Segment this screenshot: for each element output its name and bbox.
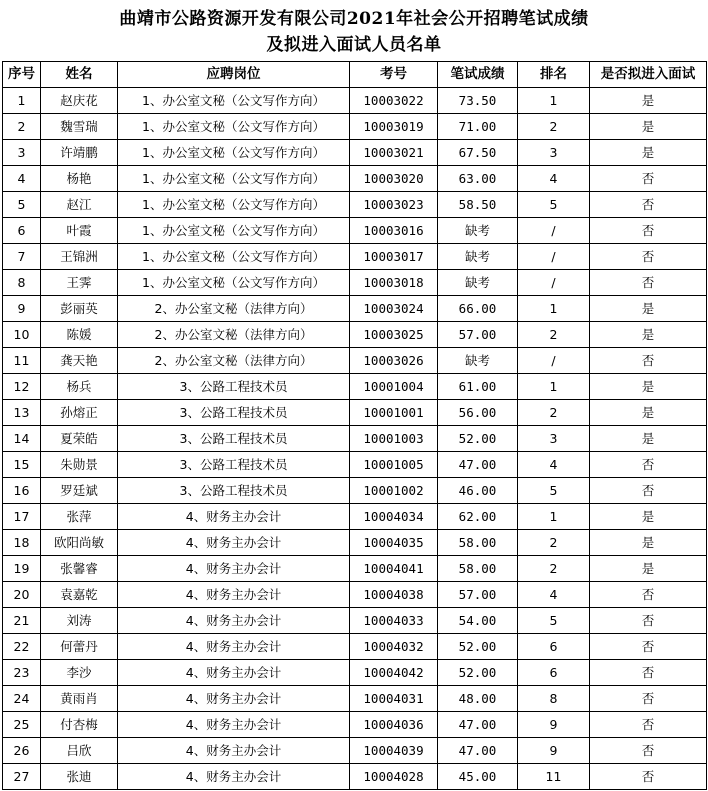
cell-score: 52.00: [438, 634, 518, 660]
cell-index: 26: [3, 738, 41, 764]
cell-rank: 9: [518, 712, 590, 738]
cell-rank: 1: [518, 88, 590, 114]
cell-score: 73.50: [438, 88, 518, 114]
cell-exam-number: 10003019: [350, 114, 438, 140]
cell-index: 23: [3, 660, 41, 686]
cell-index: 13: [3, 400, 41, 426]
cell-score: 47.00: [438, 452, 518, 478]
cell-interview: 是: [590, 88, 707, 114]
cell-score: 48.00: [438, 686, 518, 712]
cell-index: 4: [3, 166, 41, 192]
cell-exam-number: 10004033: [350, 608, 438, 634]
table-row: [3, 114, 707, 140]
cell-exam-number: 10001004: [350, 374, 438, 400]
cell-exam-number: 10001005: [350, 452, 438, 478]
cell-interview: 是: [590, 296, 707, 322]
cell-interview: 否: [590, 608, 707, 634]
cell-name: 吕欣: [41, 738, 118, 764]
cell-name: 张迪: [41, 764, 118, 790]
cell-interview: 是: [590, 556, 707, 582]
table-row: [3, 660, 707, 686]
cell-exam-number: 10001001: [350, 400, 438, 426]
cell-name: 王锦洲: [41, 244, 118, 270]
cell-score: 57.00: [438, 582, 518, 608]
cell-index: 9: [3, 296, 41, 322]
header-index: 序号: [3, 62, 41, 88]
cell-score: 54.00: [438, 608, 518, 634]
cell-interview: 是: [590, 400, 707, 426]
cell-interview: 是: [590, 114, 707, 140]
cell-interview: 否: [590, 270, 707, 296]
cell-exam-number: 10004031: [350, 686, 438, 712]
cell-index: 19: [3, 556, 41, 582]
cell-index: 7: [3, 244, 41, 270]
cell-rank: 2: [518, 114, 590, 140]
cell-index: 25: [3, 712, 41, 738]
cell-exam-number: 10004039: [350, 738, 438, 764]
table-row: [3, 738, 707, 764]
cell-exam-number: 10001002: [350, 478, 438, 504]
cell-index: 15: [3, 452, 41, 478]
table-row: [3, 166, 707, 192]
cell-rank: 1: [518, 296, 590, 322]
page-subtitle: 及拟进入面试人员名单: [266, 35, 442, 55]
cell-interview: 是: [590, 140, 707, 166]
cell-position: 4、财务主办会计: [118, 608, 350, 634]
cell-position: 4、财务主办会计: [118, 738, 350, 764]
cell-exam-number: 10003018: [350, 270, 438, 296]
cell-interview: 否: [590, 582, 707, 608]
cell-interview: 否: [590, 478, 707, 504]
cell-index: 21: [3, 608, 41, 634]
cell-score: 47.00: [438, 738, 518, 764]
cell-rank: 1: [518, 504, 590, 530]
cell-interview: 否: [590, 218, 707, 244]
cell-interview: 否: [590, 244, 707, 270]
cell-score: 46.00: [438, 478, 518, 504]
cell-name: 张萍: [41, 504, 118, 530]
table-row: [3, 478, 707, 504]
cell-score: 缺考: [438, 244, 518, 270]
cell-position: 3、公路工程技术员: [118, 426, 350, 452]
table-row: [3, 374, 707, 400]
cell-index: 12: [3, 374, 41, 400]
cell-name: 张馨睿: [41, 556, 118, 582]
cell-rank: 2: [518, 322, 590, 348]
cell-name: 彭丽英: [41, 296, 118, 322]
cell-position: 1、办公室文秘（公文写作方向）: [118, 140, 350, 166]
cell-position: 4、财务主办会计: [118, 686, 350, 712]
cell-exam-number: 10004036: [350, 712, 438, 738]
cell-interview: 否: [590, 686, 707, 712]
cell-position: 3、公路工程技术员: [118, 478, 350, 504]
cell-name: 何蕾丹: [41, 634, 118, 660]
cell-interview: 是: [590, 530, 707, 556]
cell-index: 22: [3, 634, 41, 660]
cell-interview: 是: [590, 426, 707, 452]
cell-position: 4、财务主办会计: [118, 504, 350, 530]
cell-index: 3: [3, 140, 41, 166]
cell-exam-number: 10004028: [350, 764, 438, 790]
cell-index: 16: [3, 478, 41, 504]
table-row: [3, 348, 707, 374]
table-row: [3, 764, 707, 790]
cell-score: 63.00: [438, 166, 518, 192]
cell-exam-number: 10004032: [350, 634, 438, 660]
page-title: 曲靖市公路资源开发有限公司2021年社会公开招聘笔试成绩: [119, 9, 589, 29]
cell-interview: 是: [590, 322, 707, 348]
cell-position: 1、办公室文秘（公文写作方向）: [118, 270, 350, 296]
cell-interview: 否: [590, 348, 707, 374]
cell-interview: 否: [590, 712, 707, 738]
cell-position: 2、办公室文秘（法律方向）: [118, 348, 350, 374]
header-score: 笔试成绩: [438, 62, 518, 88]
cell-name: 罗廷斌: [41, 478, 118, 504]
cell-score: 57.00: [438, 322, 518, 348]
cell-position: 1、办公室文秘（公文写作方向）: [118, 88, 350, 114]
cell-position: 1、办公室文秘（公文写作方向）: [118, 192, 350, 218]
cell-index: 24: [3, 686, 41, 712]
table-row: [3, 686, 707, 712]
cell-exam-number: 10003020: [350, 166, 438, 192]
cell-interview: 否: [590, 660, 707, 686]
cell-rank: 1: [518, 374, 590, 400]
cell-exam-number: 10004035: [350, 530, 438, 556]
cell-score: 缺考: [438, 218, 518, 244]
cell-interview: 否: [590, 738, 707, 764]
cell-index: 18: [3, 530, 41, 556]
table-row: [3, 556, 707, 582]
cell-position: 1、办公室文秘（公文写作方向）: [118, 218, 350, 244]
cell-index: 10: [3, 322, 41, 348]
cell-exam-number: 10004042: [350, 660, 438, 686]
cell-rank: 6: [518, 634, 590, 660]
cell-position: 4、财务主办会计: [118, 660, 350, 686]
cell-rank: /: [518, 348, 590, 374]
cell-position: 4、财务主办会计: [118, 556, 350, 582]
cell-score: 45.00: [438, 764, 518, 790]
cell-interview: 否: [590, 634, 707, 660]
cell-name: 朱勋景: [41, 452, 118, 478]
cell-name: 李沙: [41, 660, 118, 686]
cell-rank: 9: [518, 738, 590, 764]
cell-interview: 是: [590, 504, 707, 530]
cell-name: 袁嘉乾: [41, 582, 118, 608]
cell-index: 1: [3, 88, 41, 114]
table-row: [3, 634, 707, 660]
header-interview: 是否拟进入面试: [590, 62, 707, 88]
results-table: [2, 61, 707, 790]
cell-score: 缺考: [438, 270, 518, 296]
table-row: [3, 504, 707, 530]
cell-rank: 3: [518, 140, 590, 166]
cell-exam-number: 10003017: [350, 244, 438, 270]
cell-position: 1、办公室文秘（公文写作方向）: [118, 244, 350, 270]
cell-interview: 否: [590, 192, 707, 218]
cell-rank: 3: [518, 426, 590, 452]
cell-name: 赵江: [41, 192, 118, 218]
cell-position: 4、财务主办会计: [118, 764, 350, 790]
cell-name: 刘涛: [41, 608, 118, 634]
cell-score: 52.00: [438, 426, 518, 452]
cell-name: 夏荣皓: [41, 426, 118, 452]
cell-rank: 2: [518, 400, 590, 426]
table-row: [3, 712, 707, 738]
cell-index: 2: [3, 114, 41, 140]
table-row: [3, 270, 707, 296]
cell-interview: 否: [590, 452, 707, 478]
cell-score: 67.50: [438, 140, 518, 166]
cell-name: 陈媛: [41, 322, 118, 348]
cell-rank: 8: [518, 686, 590, 712]
header-position: 应聘岗位: [118, 62, 350, 88]
table-row: [3, 88, 707, 114]
table-row: [3, 426, 707, 452]
cell-score: 52.00: [438, 660, 518, 686]
cell-rank: 5: [518, 192, 590, 218]
cell-exam-number: 10004034: [350, 504, 438, 530]
header-exam-number: 考号: [350, 62, 438, 88]
cell-index: 8: [3, 270, 41, 296]
cell-name: 王霁: [41, 270, 118, 296]
table-header-row: [3, 62, 707, 88]
cell-name: 付杏梅: [41, 712, 118, 738]
table-row: [3, 244, 707, 270]
cell-name: 魏雪瑞: [41, 114, 118, 140]
cell-score: 58.00: [438, 530, 518, 556]
cell-index: 20: [3, 582, 41, 608]
table-row: [3, 140, 707, 166]
cell-position: 1、办公室文秘（公文写作方向）: [118, 114, 350, 140]
cell-exam-number: 10001003: [350, 426, 438, 452]
cell-interview: 否: [590, 764, 707, 790]
cell-exam-number: 10003026: [350, 348, 438, 374]
table-row: [3, 322, 707, 348]
cell-name: 许靖鹏: [41, 140, 118, 166]
cell-score: 47.00: [438, 712, 518, 738]
cell-rank: /: [518, 270, 590, 296]
cell-exam-number: 10003022: [350, 88, 438, 114]
cell-index: 6: [3, 218, 41, 244]
table-row: [3, 400, 707, 426]
header-rank: 排名: [518, 62, 590, 88]
table-row: [3, 192, 707, 218]
cell-exam-number: 10004038: [350, 582, 438, 608]
cell-position: 4、财务主办会计: [118, 530, 350, 556]
table-row: [3, 608, 707, 634]
cell-rank: /: [518, 244, 590, 270]
cell-score: 71.00: [438, 114, 518, 140]
cell-name: 杨艳: [41, 166, 118, 192]
cell-rank: 5: [518, 478, 590, 504]
cell-position: 2、办公室文秘（法律方向）: [118, 322, 350, 348]
cell-index: 11: [3, 348, 41, 374]
cell-exam-number: 10003025: [350, 322, 438, 348]
cell-position: 3、公路工程技术员: [118, 374, 350, 400]
cell-name: 赵庆花: [41, 88, 118, 114]
cell-index: 17: [3, 504, 41, 530]
cell-rank: 4: [518, 452, 590, 478]
cell-name: 孙熔正: [41, 400, 118, 426]
cell-index: 5: [3, 192, 41, 218]
table-row: [3, 582, 707, 608]
cell-index: 27: [3, 764, 41, 790]
cell-rank: 11: [518, 764, 590, 790]
cell-score: 56.00: [438, 400, 518, 426]
cell-score: 缺考: [438, 348, 518, 374]
cell-rank: 6: [518, 660, 590, 686]
cell-score: 58.50: [438, 192, 518, 218]
cell-score: 58.00: [438, 556, 518, 582]
cell-rank: 4: [518, 166, 590, 192]
cell-index: 14: [3, 426, 41, 452]
cell-position: 3、公路工程技术员: [118, 452, 350, 478]
table-row: [3, 452, 707, 478]
cell-position: 2、办公室文秘（法律方向）: [118, 296, 350, 322]
cell-rank: 2: [518, 530, 590, 556]
cell-exam-number: 10003021: [350, 140, 438, 166]
cell-score: 62.00: [438, 504, 518, 530]
header-name: 姓名: [41, 62, 118, 88]
cell-name: 黄雨肖: [41, 686, 118, 712]
table-row: [3, 530, 707, 556]
cell-position: 4、财务主办会计: [118, 634, 350, 660]
cell-exam-number: 10003023: [350, 192, 438, 218]
cell-position: 4、财务主办会计: [118, 712, 350, 738]
cell-exam-number: 10003016: [350, 218, 438, 244]
cell-position: 1、办公室文秘（公文写作方向）: [118, 166, 350, 192]
cell-position: 3、公路工程技术员: [118, 400, 350, 426]
table-row: [3, 296, 707, 322]
cell-exam-number: 10004041: [350, 556, 438, 582]
cell-interview: 是: [590, 374, 707, 400]
cell-exam-number: 10003024: [350, 296, 438, 322]
cell-rank: 5: [518, 608, 590, 634]
cell-rank: 2: [518, 556, 590, 582]
cell-rank: /: [518, 218, 590, 244]
cell-position: 4、财务主办会计: [118, 582, 350, 608]
cell-name: 叶霞: [41, 218, 118, 244]
cell-interview: 否: [590, 166, 707, 192]
cell-rank: 4: [518, 582, 590, 608]
cell-score: 66.00: [438, 296, 518, 322]
cell-name: 杨兵: [41, 374, 118, 400]
cell-name: 龚天艳: [41, 348, 118, 374]
table-row: [3, 218, 707, 244]
cell-score: 61.00: [438, 374, 518, 400]
cell-name: 欧阳尚敏: [41, 530, 118, 556]
